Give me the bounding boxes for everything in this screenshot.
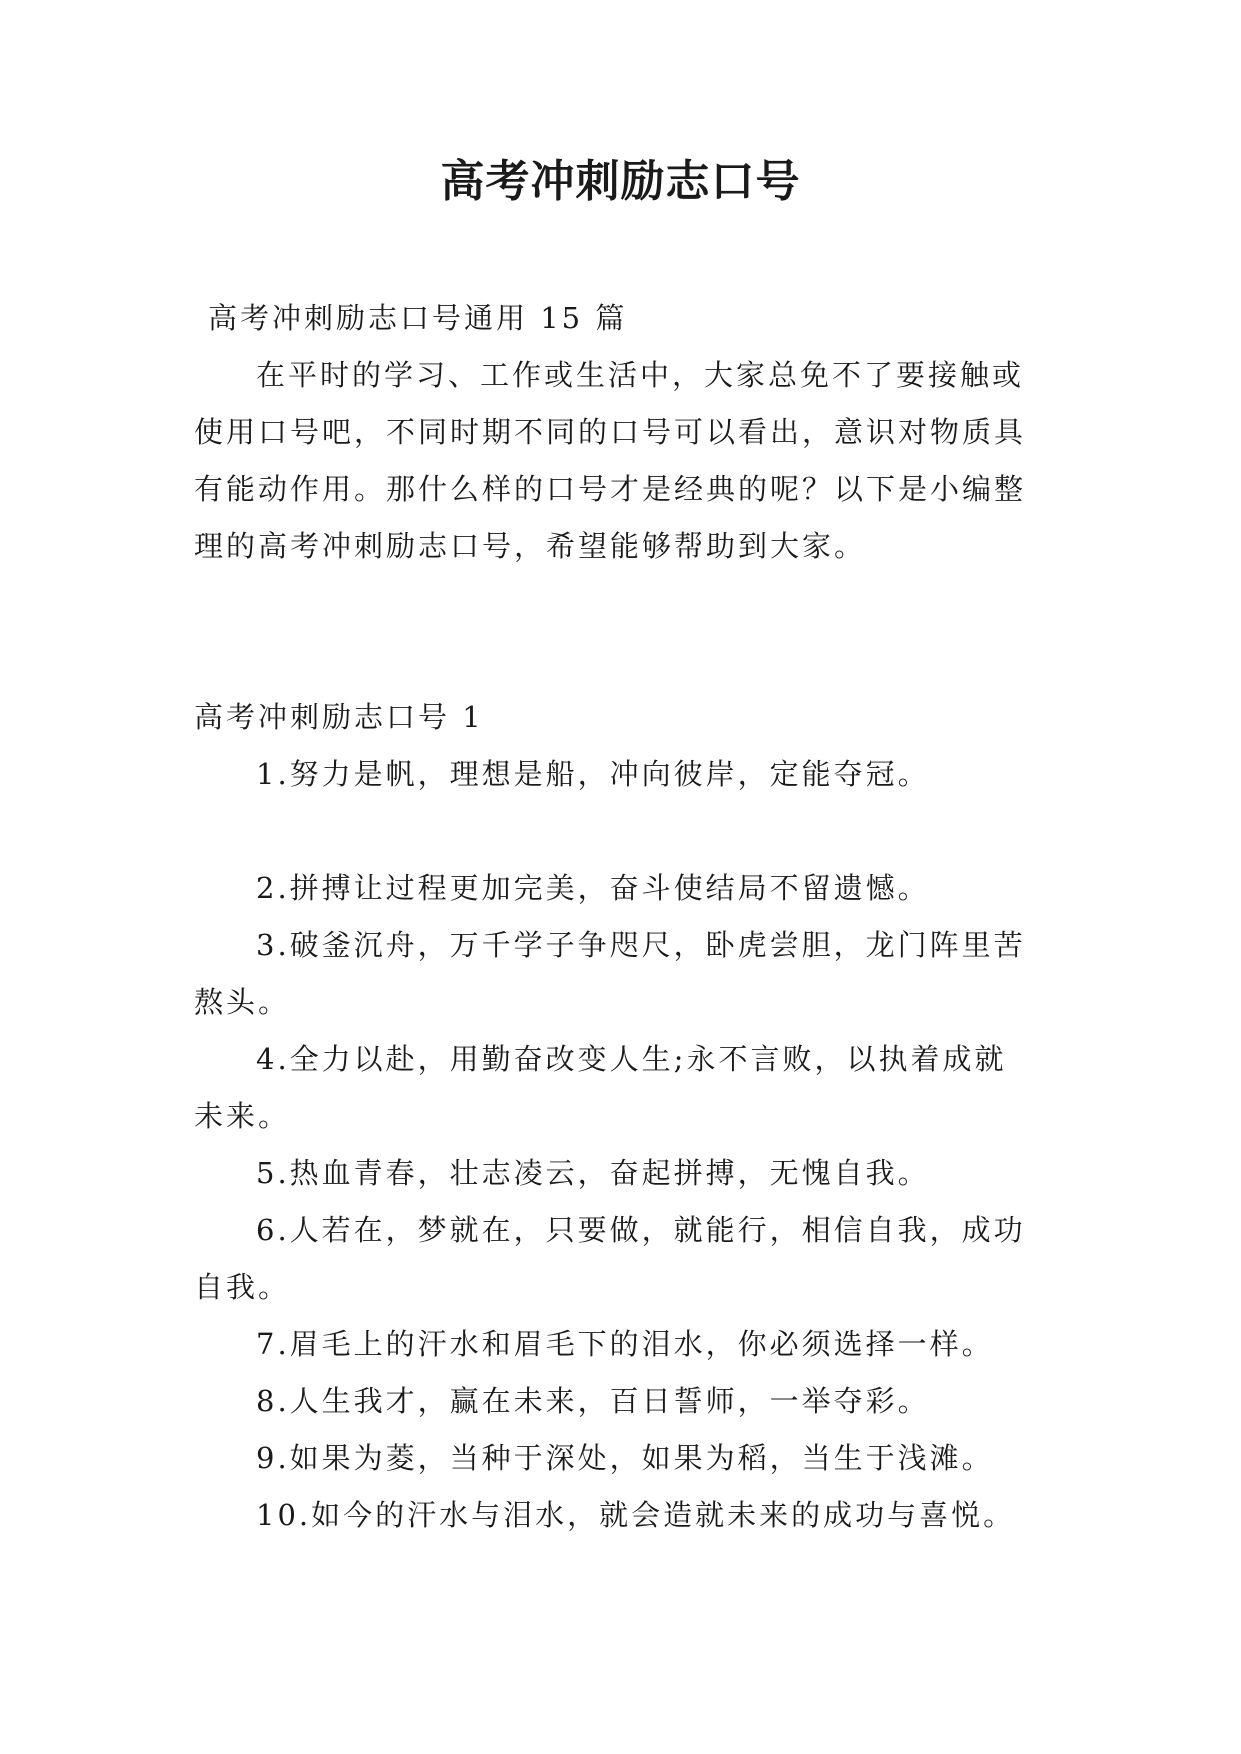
document-title: 高考冲刺励志口号 xyxy=(440,156,801,207)
list-item-4: 4.全力以赴，用勤奋改变人生;永不言败，以执着成就 xyxy=(256,1042,1007,1076)
intro-line-1: 在平时的学习、工作或生活中，大家总免不了要接触或 xyxy=(256,358,1025,392)
intro-line-3: 有能动作用。那什么样的口号才是经典的呢？以下是小编整 xyxy=(194,472,1027,506)
list-item-6: 6.人若在，梦就在，只要做，就能行，相信自我，成功 xyxy=(256,1213,1026,1247)
document-subtitle: 高考冲刺励志口号通用 15 篇 xyxy=(208,301,628,335)
list-item-7: 7.眉毛上的汗水和眉毛下的泪水，你必须选择一样。 xyxy=(256,1327,994,1361)
intro-line-4: 理的高考冲刺励志口号，希望能够帮助到大家。 xyxy=(194,529,867,563)
list-item-9: 9.如果为菱，当种于深处，如果为稻，当生于浅滩。 xyxy=(256,1441,994,1475)
list-item-6-cont: 自我。 xyxy=(194,1270,291,1304)
list-item-5: 5.热血青春，壮志凌云，奋起拼搏，无愧自我。 xyxy=(256,1156,930,1190)
list-item-10: 10.如今的汗水与泪水，就会造就未来的成功与喜悦。 xyxy=(256,1498,1016,1532)
intro-line-2: 使用口号吧，不同时期不同的口号可以看出，意识对物质具 xyxy=(194,415,1027,449)
document-body xyxy=(194,290,1064,1544)
spacer xyxy=(194,575,1064,689)
section-heading: 高考冲刺励志口号 1 xyxy=(194,700,484,734)
list-item-4-cont: 未来。 xyxy=(194,1099,291,1133)
list-item-8: 8.人生我才，赢在未来，百日誓师，一举夺彩。 xyxy=(256,1384,930,1418)
list-item-3-cont: 熬头。 xyxy=(194,985,291,1019)
list-item-1: 1.努力是帆，理想是船，冲向彼岸，定能夺冠。 xyxy=(256,757,930,791)
list-item-2: 2.拼搏让过程更加完美，奋斗使结局不留遗憾。 xyxy=(256,871,930,905)
spacer xyxy=(194,803,1064,860)
list-item-3: 3.破釜沉舟，万千学子争咫尺，卧虎尝胆，龙门阵里苦 xyxy=(256,928,1026,962)
